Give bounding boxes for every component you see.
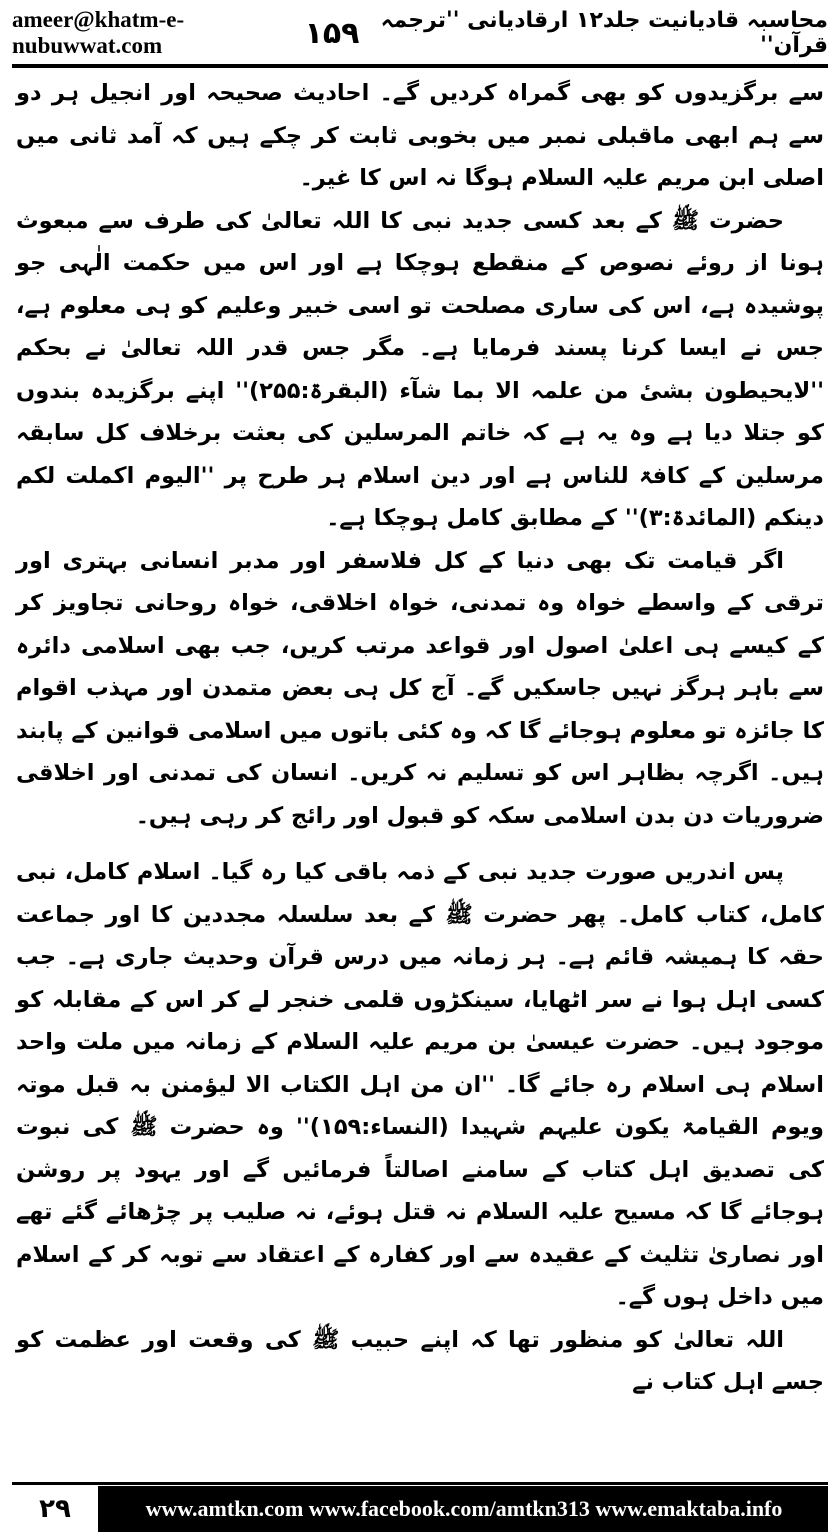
header-email[interactable]: ameer@khatm-e-nubuwwat.com <box>12 7 185 58</box>
paragraph-2: حضرت ﷺ کے بعد کسی جدید نبی کا اللہ تعالیٰ کی طرف سے مبعوث ہونا از روئے نصوص کے منقطع ہوچکا ہے اور اس میں حکمت الٰہی جو پوشیدہ ہے، اس کی ساری مصلحت تو اسی خبیر وعلیم کو ہی معلوم ہے، جس نے ایسا کرنا پسند فرمایا ہے۔ مگر جس قدر اللہ تعالیٰ نے بحکم ''لایحیطون بشیٔ من علمہ الا بما شآء (البقرۃ:۲۵۵)'' اپنے برگزیدہ بندوں کو جتلا دیا ہے وہ یہ ہے کہ خاتم المرسلین کی بعثت برخلاف کل سابقہ مرسلین کے کافۃ للناس ہے اور دین اسلام ہر طرح پر ''الیوم اکملت لکم دینکم (المائدۃ:۳)'' کے مطابق کامل ہوچکا ہے۔ <box>16 207 824 531</box>
paragraph-5: اللہ تعالیٰ کو منظور تھا کہ اپنے حبیب ﷺ کی وقعت اور عظمت کو جسے اہل کتاب نے <box>16 1326 824 1395</box>
page-footer <box>12 1486 828 1532</box>
footer-divider <box>12 1482 828 1485</box>
header-book-title: محاسبہ قادیانیت جلد۱۲ ارقادیانی ''ترجمہ قرآن'' <box>380 8 828 58</box>
paragraph-4: پس اندریں صورت جدید نبی کے ذمہ باقی کیا رہ گیا۔ اسلام کامل، نبی کامل، کتاب کامل۔ پھر حضرت ﷺ کے بعد سلسلہ مجددین کا اور جماعت حقہ کا ہمیشہ قائم ہے۔ ہر زمانہ میں درس قرآن وحدیث جاری ہے۔ جب کسی اہل ہوا نے سر اٹھایا، سینکڑوں قلمی خنجر لے کر اس کے مقابلہ کو موجود ہیں۔ حضرت عیسیٰ بن مریم علیہ السلام کے زمانہ میں ملت واحد اسلام ہی اسلام رہ جائے گا۔ ''ان من اہل الکتاب الا لیؤمنن بہ قبل موتہ ویوم القیامۃ یکون علیہم شہیدا (النساء:۱۵۹)'' وہ حضرت ﷺ کی نبوت کی تصدیق اہل کتاب کے سامنے اصالتاً فرمائیں گے اور یہود پر روشن ہوجائے گا کہ مسیح علیہ السلام نہ قتل ہوئے، نہ صلیب پر چڑھائے گئے تھے اور نصاریٰ تثلیث کے عقیدہ سے اور کفارہ کے اعتقاد سے توبہ کر کے اسلام میں داخل ہوں گے۔ <box>16 859 824 1310</box>
footer-page-number: ۲۹ <box>12 1486 100 1532</box>
body-text <box>16 72 824 1404</box>
header-divider <box>12 64 828 68</box>
footer-links[interactable]: www.amtkn.com www.facebook.com/amtkn313 www.emaktaba.info <box>100 1486 828 1532</box>
page-header <box>12 4 828 62</box>
paragraph-1: سے برگزیدوں کو بھی گمراہ کردیں گے۔ احادیث صحیحہ اور انجیل ہر دو سے ہم ابھی ماقبلی نمبر میں بخوبی ثابت کر چکے ہیں کہ آمد ثانی میں اصلی ابن مریم علیہ السلام ہوگا نہ اس کا غیر۔ <box>16 80 824 191</box>
header-page-number: ۱۵۹ <box>304 15 360 51</box>
paragraph-3: اگر قیامت تک بھی دنیا کے کل فلاسفر اور مدبر انسانی بہتری اور ترقی کے واسطے خواہ وہ تمدنی، خواہ اخلاقی، خواہ روحانی تجاویز کر کے کیسے ہی اعلیٰ اصول اور قواعد مرتب کریں، جب بھی اسلامی دائرہ سے باہر ہرگز نہیں جاسکیں گے۔ آج کل ہی بعض متمدن اور مہذب اقوام کا جائزہ تو معلوم ہوجائے گا کہ وہ کئی باتوں میں اسلامی قوانین کے پابند ہیں۔ اگرچہ بظاہر اس کو تسلیم نہ کریں۔ انسان کی تمدنی اور اخلاقی ضروریات دن بدن اسلامی سکہ کو قبول اور رائج کر رہی ہیں۔ <box>16 547 824 829</box>
